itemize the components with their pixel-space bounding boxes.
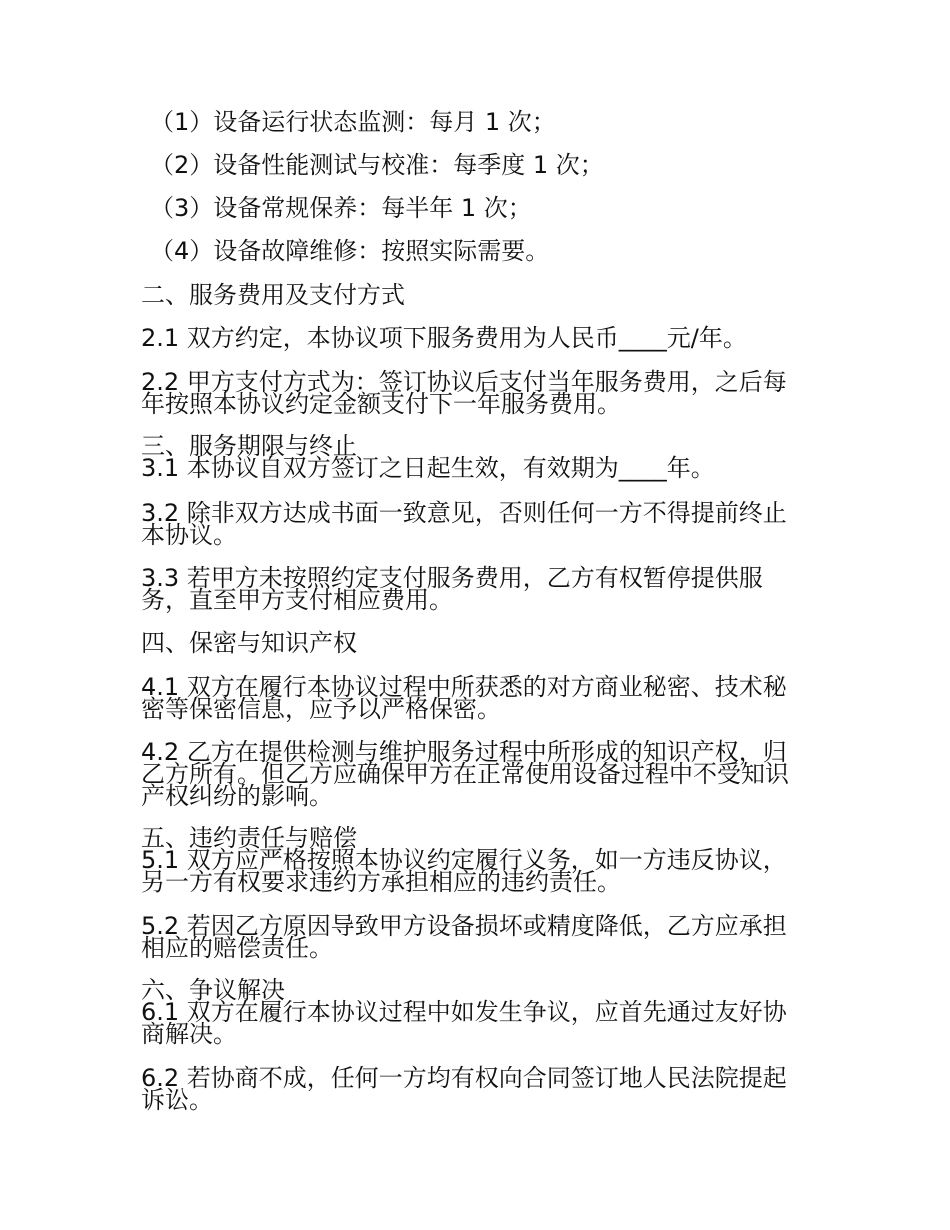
list-item: （4）设备故障维修：按照实际需要。 bbox=[150, 237, 550, 265]
clause-6-2-line-1: 6.2 若协商不成，任何一方均有权向合同签订地人民法院提起 bbox=[141, 1064, 787, 1092]
clause-4-2-line-1: 4.2 乙方在提供检测与维护服务过程中所形成的知识产权，归 bbox=[141, 738, 787, 766]
clause-6-2-line-2: 诉讼。 bbox=[141, 1086, 213, 1114]
clause-3-3-line-2: 务，直至甲方支付相应费用。 bbox=[141, 586, 453, 614]
clause-5-2-line-2: 相应的赔偿责任。 bbox=[141, 934, 333, 962]
clause-2-2-line-2: 年按照本协议约定金额支付下一年服务费用。 bbox=[141, 390, 621, 418]
section-heading-fees: 二、服务费用及支付方式 bbox=[141, 281, 405, 309]
clause-4-2-line-2: 乙方所有。但乙方应确保甲方在正常使用设备过程中不受知识 bbox=[141, 760, 789, 788]
clause-5-1-line-2: 另一方有权要求违约方承担相应的违约责任。 bbox=[141, 868, 621, 896]
section-heading-liability: 五、违约责任与赔偿 bbox=[141, 824, 357, 852]
section-heading-confidentiality: 四、保密与知识产权 bbox=[141, 629, 357, 657]
clause-3-2-line-1: 3.2 除非双方达成书面一致意见，否则任何一方不得提前终止 bbox=[141, 499, 787, 527]
clause-5-2-line-1: 5.2 若因乙方原因导致甲方设备损坏或精度降低，乙方应承担 bbox=[141, 912, 787, 940]
section-heading-dispute: 六、争议解决 bbox=[141, 976, 285, 1004]
clause-4-1-line-1: 4.1 双方在履行本协议过程中所获悉的对方商业秘密、技术秘 bbox=[141, 673, 787, 701]
clause-4-1-line-2: 密等保密信息，应予以严格保密。 bbox=[141, 695, 501, 723]
clause-3-2-line-2: 本协议。 bbox=[141, 521, 237, 549]
clause-4-2-line-3: 产权纠纷的影响。 bbox=[141, 782, 333, 810]
clause-3-1: 3.1 本协议自双方签订之日起生效，有效期为____年。 bbox=[141, 454, 715, 482]
section-heading-term: 三、服务期限与终止 bbox=[141, 432, 357, 460]
clause-5-1-line-1: 5.1 双方应严格按照本协议约定履行义务，如一方违反协议， bbox=[141, 846, 787, 874]
clause-6-1-line-1: 6.1 双方在履行本协议过程中如发生争议，应首先通过友好协 bbox=[141, 998, 787, 1026]
list-item: （3）设备常规保养：每半年 1 次； bbox=[150, 194, 532, 222]
list-item: （1）设备运行状态监测：每月 1 次； bbox=[150, 108, 556, 136]
clause-3-3-line-1: 3.3 若甲方未按照约定支付服务费用，乙方有权暂停提供服 bbox=[141, 564, 763, 592]
clause-2-1: 2.1 双方约定，本协议项下服务费用为人民币____元/年。 bbox=[141, 324, 747, 352]
clause-6-1-line-2: 商解决。 bbox=[141, 1020, 237, 1048]
list-item: （2）设备性能测试与校准：每季度 1 次； bbox=[150, 151, 604, 179]
clause-2-2-line-1: 2.2 甲方支付方式为：签订协议后支付当年服务费用，之后每 bbox=[141, 368, 787, 396]
